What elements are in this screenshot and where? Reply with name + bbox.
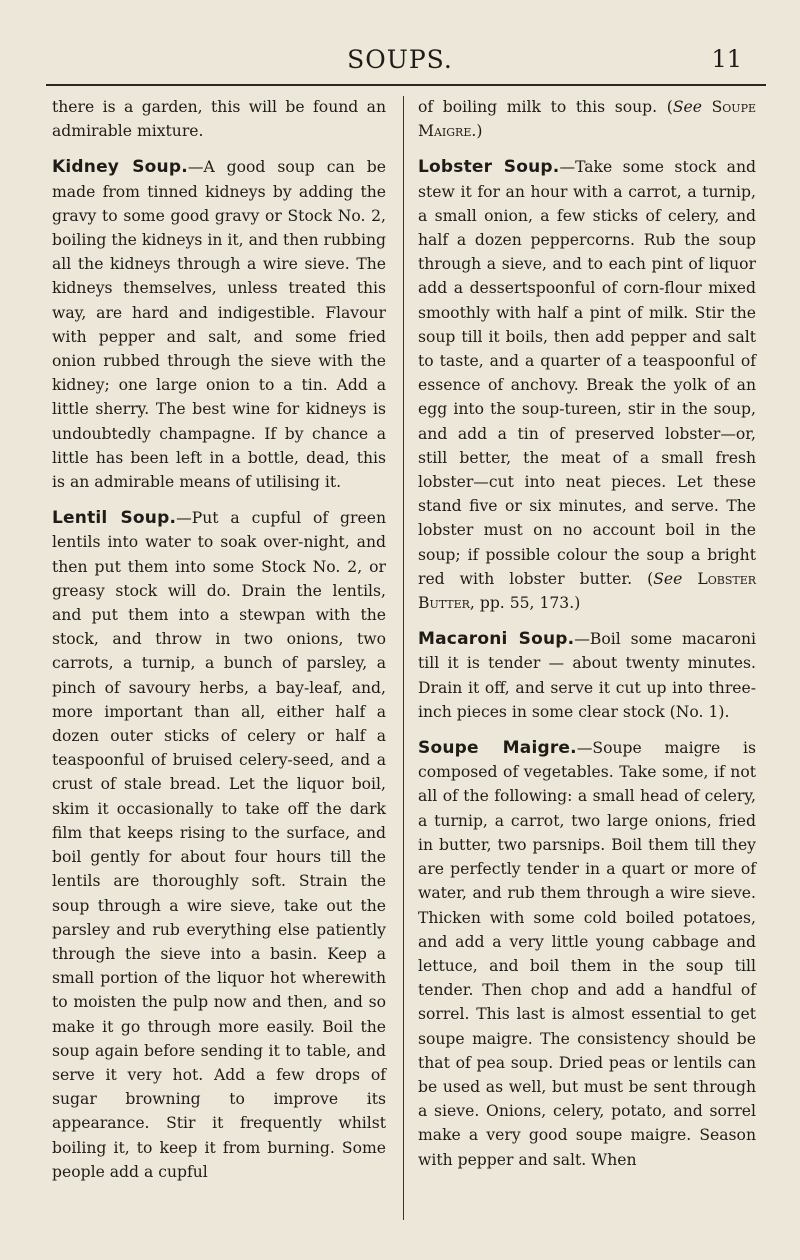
right-column [418, 95, 756, 1172]
recipe-heading: Soupe Maigre. [418, 738, 577, 759]
recipe-lobster-soup [418, 155, 756, 615]
cross-reference: Soupe Maigre [418, 98, 756, 141]
recipe-body: —Put a cupful of green lentils into water to soak over-night, and then put them into some Stock No. 2, or greasy stock will do. Drain the lentils, and put them into a stewpan with the stock, and throw in two onions, two carrots, a turnip, a bunch of parsley, a pinch of savoury herbs, a bay-leaf, and, more important than all, either half a dozen outer sticks of celery or half a teaspoonful of bruised celery-seed, and a crust of stale bread. Let the liquor boil, skim it occasionally to take off the dark film that keeps rising to the surface, and boil gently for about four hours till the lentils are thoroughly soft. Strain the soup through a wire sieve, take out the parsley and rub everything else patiently through the sieve into a basin. Keep a small portion of the liquor hot wherewith to moisten the pulp now and then, and so make it go through more easily. Boil the soup again before sending it to table, and serve it very hot. Add a few drops of sugar browning to improve its appearance. Stir it frequently whilst boiling it, to keep it from burning. Some people add a cupful [52, 509, 386, 1181]
recipe-body: —Boil some macaroni till it is tender — about twenty minutes. Drain it off, and serve it cut up into three-inch pieces in some clear stock (No. 1). [418, 630, 756, 721]
recipe-body: —Soupe maigre is composed of vegetables. Take some, if not all of the following: a small head of celery, a turnip, a carrot, two large onions, fried in butter, two parsnips. Boil them till they are perfectly tender in a quart or more of water, and rub them through a wire sieve. Thicken with some cold boiled potatoes, and add a very little young cabbage and lettuce, and boil them in the soup till tender. Then chop and add a handful of sorrel. This last is almost essential to get soupe maigre. The consistency should be that of pea soup. Dried peas or lentils can be used as well, but must be sent through a sieve. Onions, celery, potato, and sorrel make a very good soupe maigre. Season with pepper and salt. When [418, 739, 756, 1169]
continuation-body: of boiling milk to this soup. ( [418, 98, 673, 116]
running-title: SOUPS. [347, 45, 453, 74]
recipe-body: —A good soup can be made from tinned kidneys by adding the gravy to some good gravy or Stock No. 2, boiling the kidneys in it, and then rubbing all the kidneys through a wire sieve. The kidneys themselves, unless treated this way, are hard and indigestible. Flavour with pepper and salt, and some fried onion rubbed through the sieve with the kidney; one large onion to a tin. Add a little sherry. The best wine for kidneys is undoubtedly champagne. If by chance a little has been left in a bottle, dead, this is an admirable means of utilising it. [52, 158, 386, 492]
column-divider [403, 96, 404, 1220]
recipe-heading: Kidney Soup. [52, 157, 188, 178]
see-label: See [672, 98, 702, 116]
continuation-end: .) [471, 122, 483, 141]
continuation-text [418, 95, 756, 143]
running-head [0, 45, 800, 79]
cross-reference: Lobster Butter [418, 569, 757, 613]
left-column [52, 95, 386, 1184]
recipe-soupe-maigre [418, 736, 756, 1172]
page-number: 11 [711, 45, 742, 73]
recipe-macaroni-soup [418, 627, 756, 724]
reference-pages: , pp. 55, 173.) [469, 594, 581, 613]
recipe-kidney-soup [52, 155, 386, 494]
recipe-body: —Take some stock and stew it for an hour with a carrot, a turnip, a small onion, a few sticks of celery, and half a dozen peppercorns. Rub the soup through a sieve, and to each pint of liquor add a dessertspoonful of corn-flour mixed smoothly with half a pint of milk. Stir the soup till it boils, then add pepper and salt to taste, and a quarter of a teaspoonful of essence of anchovy. Break the yolk of an egg into the soup-tureen, stir in the soup, and add a tin of preserved lobster—or, still better, the meat of a small fresh lobster—cut into neat pieces. Let these stand five or six minutes, and serve. The lobster must on no account boil in the soup; if possible colour the soup a bright red with lobster butter. ( [418, 158, 757, 588]
recipe-heading: Lentil Soup. [52, 508, 177, 529]
see-label: See [653, 569, 683, 588]
header-rule [46, 84, 766, 86]
recipe-heading: Lobster Soup. [418, 157, 560, 178]
recipe-heading: Macaroni Soup. [418, 629, 575, 650]
recipe-lentil-soup [52, 506, 386, 1184]
continuation-text: there is a garden, this will be found an admirable mixture. [52, 98, 386, 141]
